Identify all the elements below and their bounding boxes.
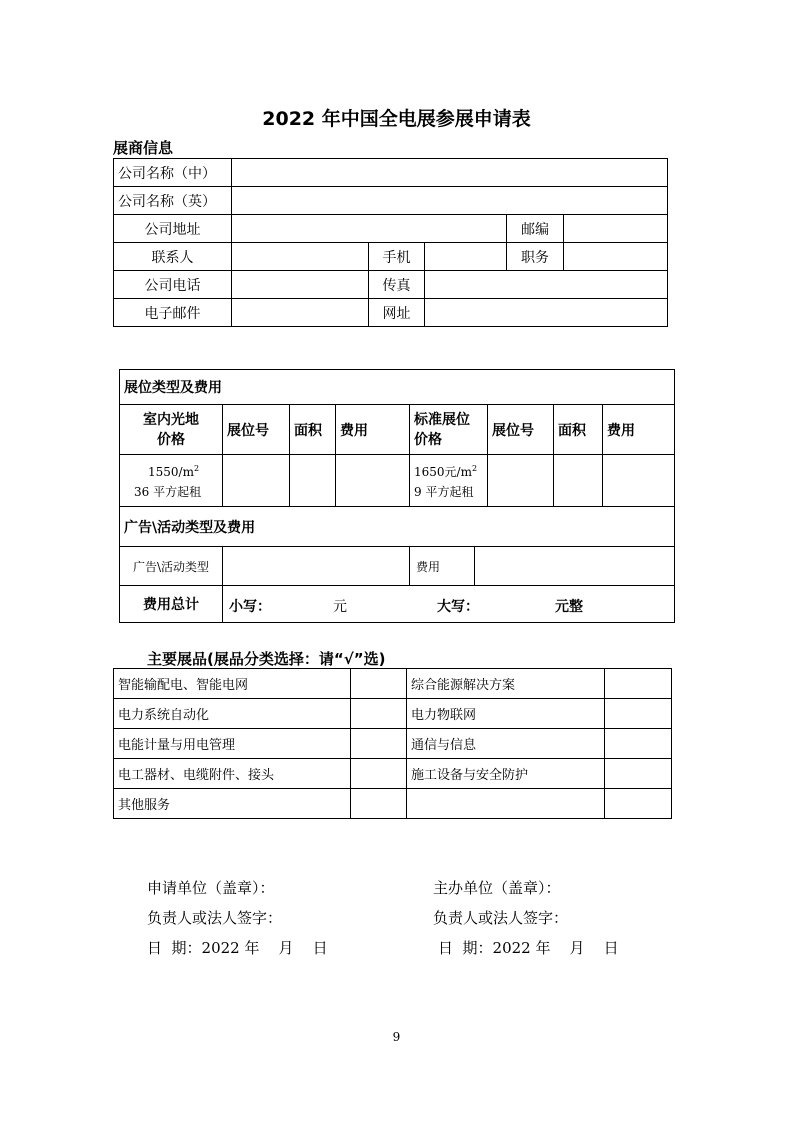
website-label: 网址 <box>369 299 425 327</box>
fee-header: 费用 <box>336 405 410 455</box>
exhibitor-section-label: 展商信息 <box>113 139 174 157</box>
email-field[interactable] <box>232 299 369 327</box>
table-row <box>114 243 668 271</box>
booth-fee-table <box>119 369 675 623</box>
booth-no-header: 展位号 <box>488 405 554 455</box>
company-cn-label: 公司名称（中） <box>114 159 232 187</box>
superscript: 2 <box>193 464 200 473</box>
standard-booth-no-field[interactable] <box>488 455 554 507</box>
exhibit-checkbox[interactable] <box>605 729 672 759</box>
ad-type-field[interactable] <box>223 547 410 586</box>
superscript: 2 <box>471 464 478 473</box>
booth-section-label: 展位类型及费用 <box>120 370 675 405</box>
indoor-price-cell <box>120 455 223 507</box>
ad-fee-field[interactable] <box>475 547 674 585</box>
company-en-label: 公司名称（英） <box>114 187 232 215</box>
exhibit-item: 电工器材、电缆附件、接头 <box>114 759 351 789</box>
table-row <box>114 729 672 759</box>
position-label: 职务 <box>507 243 564 271</box>
exhibit-item: 通信与信息 <box>407 729 605 759</box>
ad-section-label: 广告\活动类型及费用 <box>120 507 675 547</box>
standard-fee-field[interactable] <box>603 455 675 507</box>
applicant-seal-label: 申请单位（盖章）： <box>147 879 275 897</box>
indoor-min: 36 平方起租 <box>134 485 202 499</box>
indoor-booth-no-field[interactable] <box>223 455 290 507</box>
table-row <box>120 586 675 623</box>
address-label: 公司地址 <box>114 215 232 243</box>
exhibit-checkbox[interactable] <box>605 759 672 789</box>
standard-area-field[interactable] <box>554 455 603 507</box>
postcode-label: 邮编 <box>507 215 564 243</box>
table-row <box>114 215 668 243</box>
fax-label: 传真 <box>369 271 425 299</box>
standard-price-header: 标准展位价格 <box>410 405 488 455</box>
indoor-price: 1550/m <box>148 465 194 479</box>
exhibit-item <box>407 789 605 819</box>
lower-case-label: 小写： <box>229 599 271 615</box>
exhibit-checkbox[interactable] <box>351 729 407 759</box>
exhibit-item: 电力系统自动化 <box>114 699 351 729</box>
table-row <box>120 370 675 405</box>
website-field[interactable] <box>425 299 668 327</box>
indoor-price-header: 室内光地价格 <box>120 405 223 455</box>
upper-case-label: 大写： <box>437 599 479 615</box>
table-row <box>114 759 672 789</box>
exhibit-checkbox[interactable] <box>351 759 407 789</box>
phone-label: 公司电话 <box>114 271 232 299</box>
fax-field[interactable] <box>425 271 668 299</box>
address-field[interactable] <box>232 215 507 243</box>
email-label: 电子邮件 <box>114 299 232 327</box>
exhibit-item: 电能计量与用电管理 <box>114 729 351 759</box>
table-row <box>114 669 672 699</box>
organizer-signature-label: 负责人或法人签字： <box>433 909 569 927</box>
postcode-field[interactable] <box>564 215 668 243</box>
exhibit-checkbox[interactable] <box>605 669 672 699</box>
mobile-label: 手机 <box>369 243 425 271</box>
exhibit-checkbox[interactable] <box>605 699 672 729</box>
exhibit-checkbox[interactable] <box>351 669 407 699</box>
exhibit-checkbox[interactable] <box>351 789 407 819</box>
page-title: 2022 年中国全电展参展申请表 <box>262 108 531 130</box>
exhibitor-info-table <box>113 158 668 327</box>
exhibit-item: 其他服务 <box>114 789 351 819</box>
contact-label: 联系人 <box>114 243 232 271</box>
exhibit-item: 电力物联网 <box>407 699 605 729</box>
total-label: 费用总计 <box>120 586 223 623</box>
booth-no-header: 展位号 <box>223 405 290 455</box>
yuan-label: 元 <box>333 599 347 615</box>
organizer-date-label: 日 期：2022 年 月 日 <box>438 939 619 957</box>
area-header: 面积 <box>290 405 336 455</box>
standard-min: 9 平方起租 <box>414 485 474 499</box>
table-row <box>114 271 668 299</box>
area-header: 面积 <box>554 405 603 455</box>
exhibits-table <box>113 668 672 819</box>
total-field[interactable] <box>223 586 675 623</box>
table-row <box>120 455 675 507</box>
yuan-whole-label: 元整 <box>555 599 583 615</box>
contact-field[interactable] <box>232 243 369 271</box>
position-field[interactable] <box>564 243 668 271</box>
table-row <box>114 187 668 215</box>
table-row <box>120 547 675 586</box>
company-en-field[interactable] <box>232 187 668 215</box>
exhibit-checkbox[interactable] <box>605 789 672 819</box>
indoor-area-field[interactable] <box>290 455 336 507</box>
table-row <box>114 159 668 187</box>
phone-field[interactable] <box>232 271 369 299</box>
table-row <box>114 299 668 327</box>
fee-header: 费用 <box>603 405 675 455</box>
applicant-date-label: 日 期：2022 年 月 日 <box>147 939 328 957</box>
ad-fee-group <box>410 547 675 586</box>
indoor-fee-field[interactable] <box>336 455 410 507</box>
table-row <box>114 699 672 729</box>
standard-price-cell <box>410 455 488 507</box>
exhibit-checkbox[interactable] <box>351 699 407 729</box>
company-cn-field[interactable] <box>232 159 668 187</box>
ad-fee-label: 费用 <box>410 547 475 585</box>
applicant-signature-label: 负责人或法人签字： <box>147 909 283 927</box>
standard-price: 1650元/m <box>414 465 472 479</box>
ad-type-label: 广告\活动类型 <box>120 547 223 586</box>
exhibit-item: 施工设备与安全防护 <box>407 759 605 789</box>
table-row <box>114 789 672 819</box>
mobile-field[interactable] <box>425 243 507 271</box>
exhibits-section-label: 主要展品(展品分类选择：请“√”选) <box>147 650 386 668</box>
table-row <box>120 507 675 547</box>
page-number: 9 <box>392 1030 401 1044</box>
organizer-seal-label: 主办单位（盖章）： <box>433 879 561 897</box>
exhibit-item: 综合能源解决方案 <box>407 669 605 699</box>
exhibit-item: 智能输配电、智能电网 <box>114 669 351 699</box>
table-row <box>120 405 675 455</box>
